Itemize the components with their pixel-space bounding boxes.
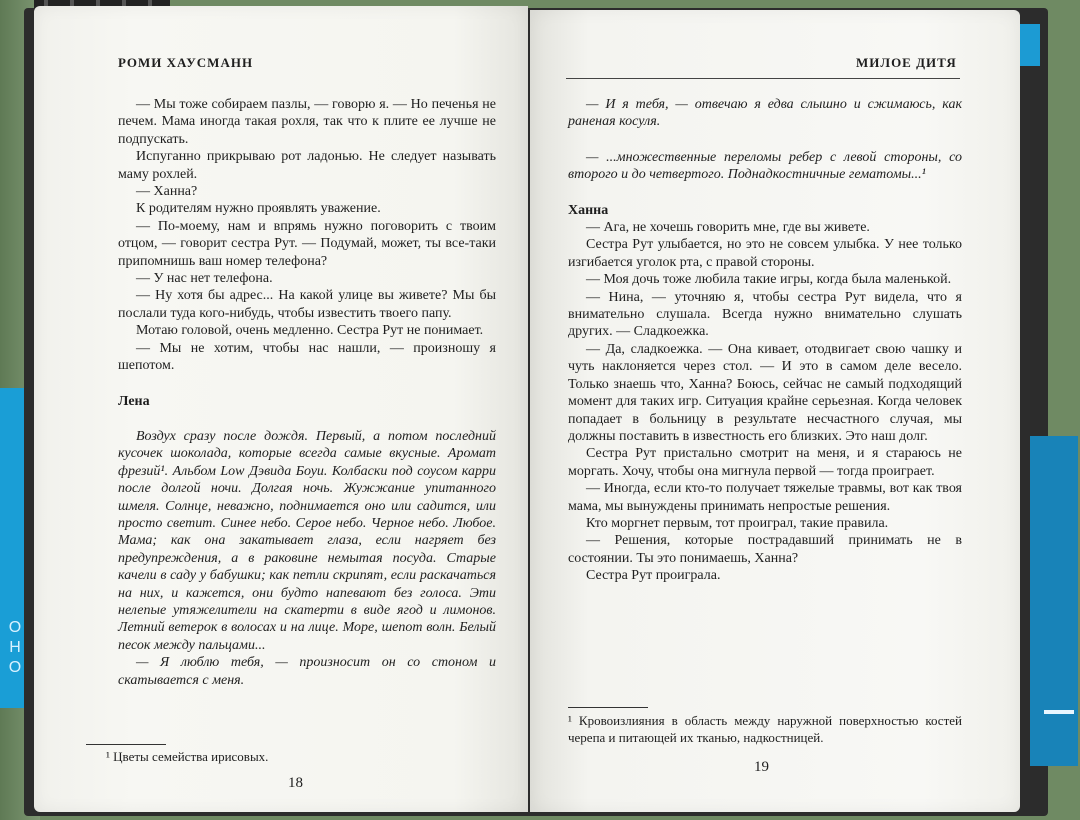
paragraph: — Мы не хотим, чтобы нас нашли, — произношу я шепотом.	[118, 340, 496, 374]
paragraph: — Иногда, если кто-то получает тяжелые травмы, вот как твоя мама, мы вынуждены принимать непростые решения.	[568, 481, 962, 514]
section-heading-hanna: Ханна	[568, 202, 609, 218]
paragraph: Сестра Рут пристально смотрит на меня, и я стараюсь не моргать. Хочу, чтобы она мигнула первой — тогда проиграет.	[568, 446, 962, 479]
paragraph: — У нас нет телефона.	[136, 271, 273, 287]
running-head-title: МИЛОЕ ДИТЯ	[856, 55, 957, 70]
italic-paragraph: — И я тебя, — отвечаю я едва слышно и сжимаюсь, как раненая косуля.	[568, 97, 962, 130]
paragraph: — Ну хотя бы адрес... На какой улице вы живете? Мы бы послали туда кого-нибудь, чтобы известить твоего папу.	[118, 288, 496, 321]
paragraph: — Ханна?	[136, 184, 198, 200]
paragraph: Кто моргнет первым, тот проиграл, такие правила.	[586, 515, 889, 531]
paragraph: Мотаю головой, очень медленно. Сестра Рут не понимает.	[136, 323, 484, 339]
paragraph: К родителям нужно проявлять уважение.	[136, 201, 381, 217]
blue-book-letters: О Н О	[8, 619, 22, 676]
paragraph: — Да, сладкоежка. — Она кивает, отодвигает свою чашку и чуть наклоняется через стол. — И это в самом деле весело. Только знаешь что, Ханна? Боюсь, сейчас не самый подходящий момент для таких игр. Ситуация крайне серьезная. Когда человек попадает в больницу в результате несчастного случая, мы должны поставить в известность его близких. Это наш долг.	[568, 341, 962, 444]
footnote-rule	[568, 707, 648, 708]
right-page-text	[568, 96, 962, 585]
paragraph: — Ага, не хочешь говорить мне, где вы живете.	[586, 220, 870, 236]
running-head-author: РОМИ ХАУСМАНН	[118, 55, 254, 70]
paragraph: — Моя дочь тоже любила такие игры, когда была маленькой.	[586, 272, 952, 288]
blue-book-edge-right	[1030, 436, 1078, 766]
paragraph: — Мы тоже собираем пазлы, — говорю я. — Но печенья не печем. Мама иногда такая рохля, так что к плите ее лучше не подпускать.	[118, 97, 496, 147]
italic-paragraph-2: — ...множественные переломы ребер с левой стороны, со второго и до четвертого. Поднадкостничные гематомы...¹	[568, 149, 962, 183]
left-page-text	[118, 96, 496, 689]
paragraph: Сестра Рут улыбается, но это не совсем улыбка. У нее только изгибается уголок рта, с правой стороны.	[568, 237, 962, 270]
footnote-right: ¹ Кровоизлияния в область между наружной поверхностью костей черепа и питающей их тканью, надкостницей.	[568, 713, 962, 745]
paragraph: Испуганно прикрываю рот ладонью. Не следует называть маму рохлей.	[118, 149, 496, 182]
section-heading-lena: Лена	[118, 393, 150, 409]
italic-paragraph: Воздух сразу после дождя. Первый, а потом последний кусочек шоколада, которые всегда самые вкусные. Аромат фрезий¹. Альбом Low Дэвида Боуи. Колбаски под соусом карри после долгой ночи. Долгая ночь. Жужжание упитанного шмеля. Солнце, неважно, поднимается оно или садится, или просто светит. Синее небо. Серое небо. Черное небо. Любое. Мама; как она закатывает глаза, если нагряет без предупреждения, а в раковине немытая посуда. Старые качели в саду у бабушки; как петли скрипят, если раскачаться на них, и кажется, они будто напевают без голоса. Эти нелепые утяжелители на скатерти в виде ягод и лимонов. Летний ветерок в волосах и на лице. Море, шепот волн. Белый песок между пальцами...	[118, 428, 496, 653]
footnote-left: ¹ Цветы семейства ирисовых.	[106, 749, 269, 764]
paragraph: — Нина, — уточняю я, чтобы сестра Рут видела, что я внимательно слушала. Всегда нужно внимательно слушать других. — Сладкоежка.	[568, 289, 962, 340]
blue-book-edge-top	[1018, 24, 1040, 66]
running-head-rule	[566, 78, 960, 79]
paragraph: — По-моему, нам и впрямь нужно поговорить с твоим отцом, — говорит сестра Рут. — Подумай, может, ты все-таки припомнишь ваш номер телефона?	[118, 218, 496, 269]
page-number-right: 19	[754, 759, 769, 775]
paragraph: — Решения, которые пострадавший принимать не в состоянии. Ты это понимаешь, Ханна?	[568, 533, 962, 566]
footnote-rule	[86, 744, 166, 745]
paragraph: Сестра Рут проиграла.	[586, 568, 721, 584]
page-number-left: 18	[288, 775, 303, 791]
italic-dialog: — Я люблю тебя, — произносит он со стоном и скатывается с меня.	[118, 655, 496, 688]
